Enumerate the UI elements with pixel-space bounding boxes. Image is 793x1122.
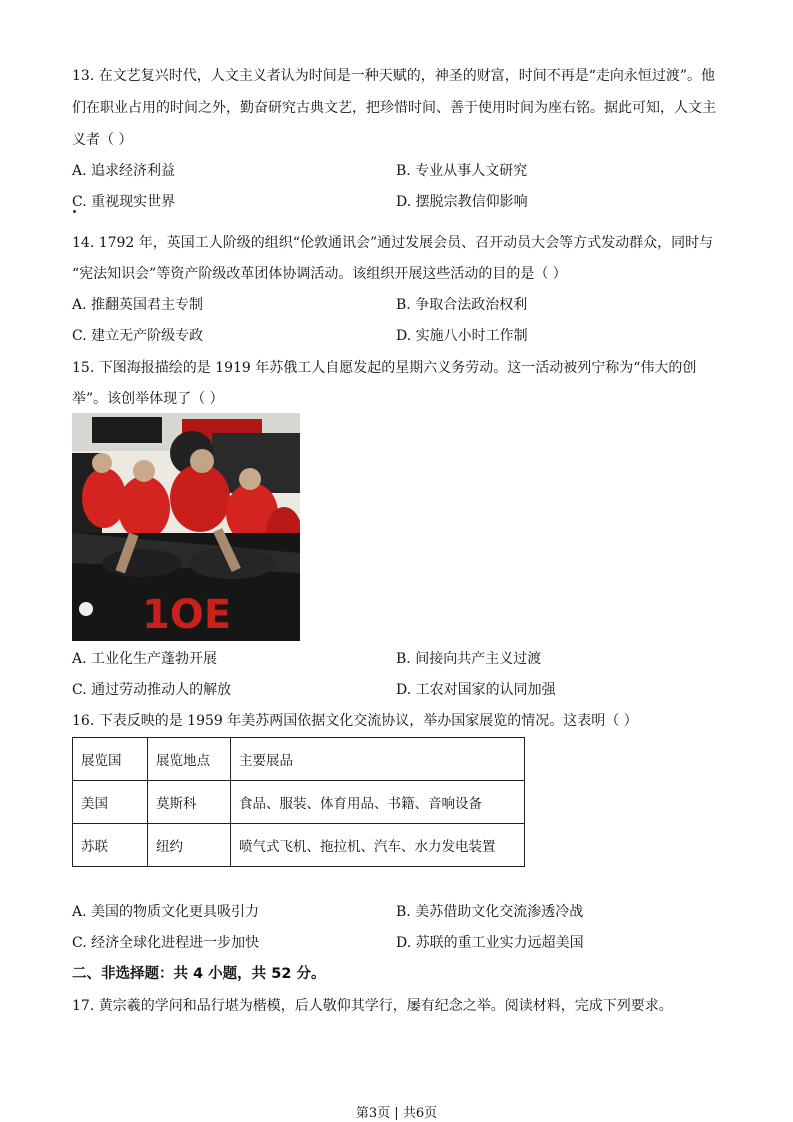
table-cell: 纽约: [148, 824, 231, 867]
q16-stem-line1: 16. 下表反映的是 1959 年美苏两国依据文化交流协议，举办国家展览的情况。这表明（ ）: [72, 713, 638, 729]
q16-option-a: A. 美国的物质文化更具吸引力: [72, 904, 260, 920]
q15-stem-line2: 举”。该创举体现了（ ）: [72, 391, 224, 407]
table-header-cell: 展览地点: [148, 738, 231, 781]
q14-option-d: D. 实施八小时工作制: [396, 328, 528, 344]
q14-stem-line1: 14. 1792 年，英国工人阶级的组织“伦敦通讯会”通过发展会员、召开动员大会等方式发动群众，同时与: [72, 235, 714, 251]
q16-option-d: D. 苏联的重工业实力远超美国: [396, 935, 584, 951]
exhibition-table: [72, 737, 525, 867]
q15-option-b: B. 间接向共产主义过渡: [396, 651, 542, 667]
q13-stem-line1: 13. 在文艺复兴时代，人文主义者认为时间是一种天赋的，神圣的财富，时间不再是“走向永恒过渡”。他: [72, 68, 716, 84]
page-footer: 第3页 | 共6页: [355, 1106, 438, 1121]
subbotnik-poster-image: [72, 413, 300, 641]
table-cell: 莫斯科: [148, 781, 231, 824]
q13-option-d: D. 摆脱宗教信仰影响: [396, 194, 528, 210]
q15-option-a: A. 工业化生产蓬勃开展: [72, 651, 218, 667]
q13-option-b: B. 专业从事人文研究: [396, 163, 528, 179]
q15-option-c: C. 通过劳动推动人的解放: [72, 682, 232, 698]
q14-stem-line2: “宪法知识会”等资产阶级改革团体协调活动。该组织开展这些活动的目的是（ ）: [72, 266, 567, 282]
table-header-cell: 展览国: [73, 738, 148, 781]
table-row: [73, 781, 525, 824]
table-header-cell: 主要展品: [231, 738, 525, 781]
table-cell: 美国: [73, 781, 148, 824]
table-cell: 喷气式飞机、拖拉机、汽车、水力发电装置: [231, 824, 525, 867]
poster-number: 1ОЕ: [142, 592, 232, 638]
q14-option-a: A. 推翻英国君主专制: [72, 297, 204, 313]
table-cell: 苏联: [73, 824, 148, 867]
q13-stem-line3: 义者（ ）: [72, 132, 133, 148]
stray-dot: [73, 210, 76, 213]
section-heading: 二、非选择题：共 4 小题，共 52 分。: [72, 966, 326, 982]
table-row: [73, 824, 525, 867]
q14-option-c: C. 建立无产阶级专政: [72, 328, 204, 344]
table-header-row: [73, 738, 525, 781]
q15-option-d: D. 工农对国家的认同加强: [396, 682, 556, 698]
q14-option-b: B. 争取合法政治权利: [396, 297, 528, 313]
q13-stem-line2: 们在职业占用的时间之外，勤奋研究古典文艺，把珍惜时间、善于使用时间为座右铭。据此可知，人文主: [72, 100, 716, 116]
q16-option-c: C. 经济全球化进程进一步加快: [72, 935, 260, 951]
poster-illustration: [72, 413, 300, 641]
q13-option-c: C. 重视现实世界: [72, 194, 176, 210]
q13-option-a: A. 追求经济利益: [72, 163, 176, 179]
table-cell: 食品、服装、体育用品、书籍、音响设备: [231, 781, 525, 824]
q17-stem-line1: 17. 黄宗羲的学问和品行堪为楷模，后人敬仰其学行，屡有纪念之举。阅读材料，完成下列要求。: [72, 998, 673, 1014]
q15-stem-line1: 15. 下图海报描绘的是 1919 年苏俄工人自愿发起的星期六义务劳动。这一活动被列宁称为“伟大的创: [72, 360, 697, 376]
q16-option-b: B. 美苏借助文化交流渗透冷战: [396, 904, 584, 920]
